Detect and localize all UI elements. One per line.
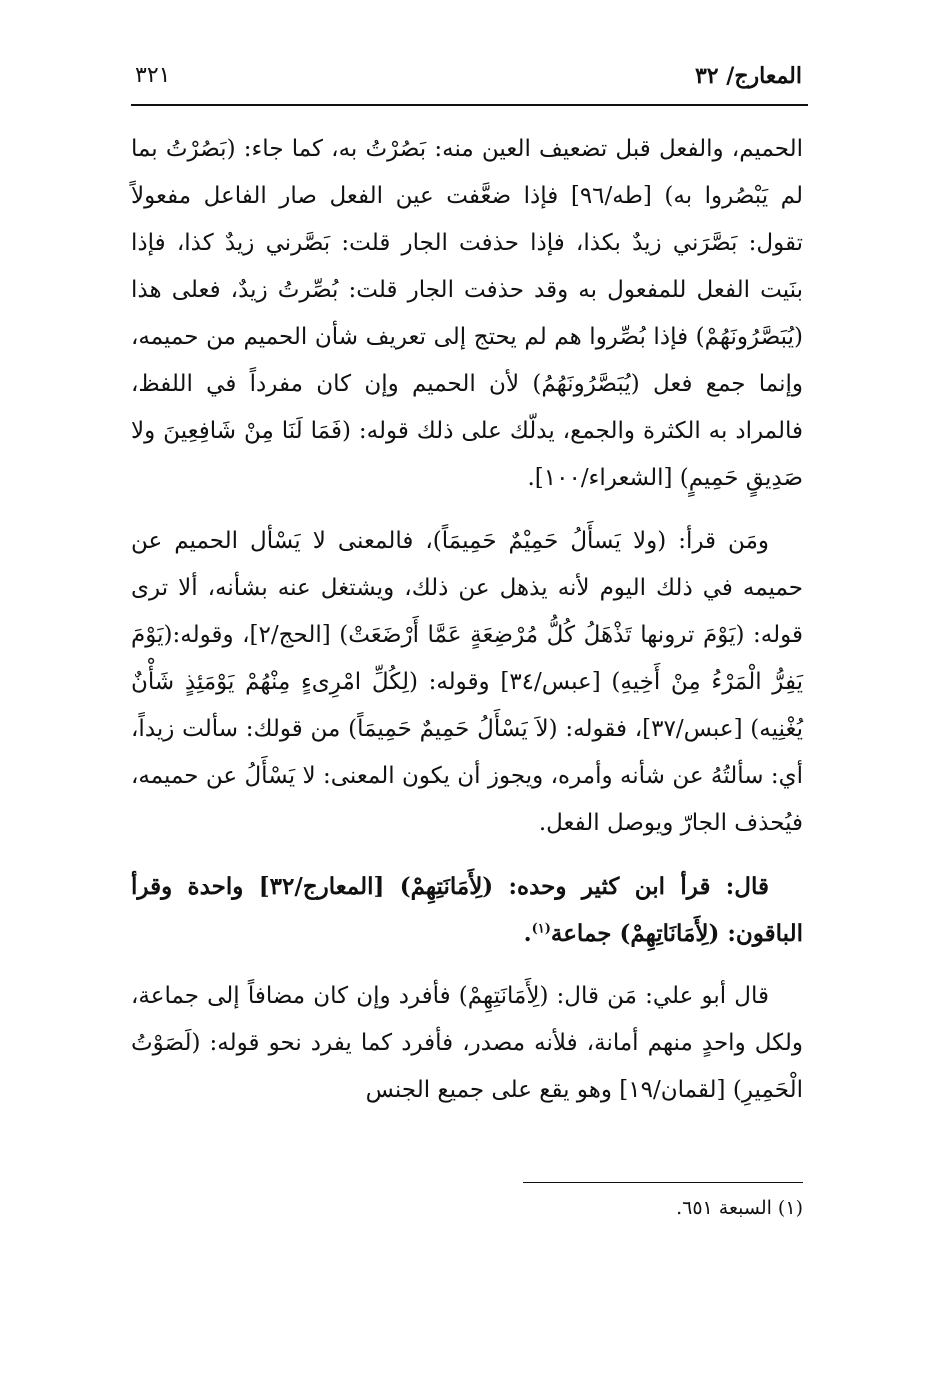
- page-number: ٣٢١: [135, 63, 171, 88]
- paragraph-1: الحميم، والفعل قبل تضعيف العين منه: بَصُرْتُ به، كما جاء: (بَصُرْتُ بما لم يَبْصُروا به) [طه/٩٦] فإذا ضعَّفت عين الفعل صار الفاعل مفعولاً تقول: بَصَّرَني زيدٌ بكذا، فإذا حذفت الجار قلت: بَصَّرني زيدٌ كذا، فإذا بنَيت الفعل للمفعول به وقد حذفت الجار قلت: بُصِّرتُ زيدٌ، فعلى هذا (يُبَصَّرُونَهُمْ) فإذا بُصِّروا هم لم يحتج إلى تعريف شأن الحميم من حميمه، وإنما جمع فعل (يُبَصَّرُونَهُمُ) لأن الحميم وإن كان مفرداً في اللفظ، فالمراد به الكثرة والجمع، يدلّك على ذلك قوله: (فَمَا لَنَا مِنْ شَافِعِينَ ولا صَدِيقٍ حَمِيمٍ) [الشعراء/١٠٠].: [131, 136, 803, 491]
- footnote: (١) السبعة ٦٥١.: [676, 1197, 803, 1219]
- running-title: المعارج/ ٣٢: [694, 63, 802, 89]
- footnote-divider: [523, 1182, 803, 1183]
- paragraph-3-text: قال: قرأ ابن كثير وحده: (لِأَمَانَتِهِمْ) [المعارج/٣٢] واحدة وقرأ الباقون: (لِأَمَانَاتِهِمْ) جماعة: [131, 873, 803, 947]
- paragraph-4: قال أبو علي: مَن قال: (لِأَمَانَتِهِمْ) فأفرد وإن كان مضافاً إلى جماعة، ولكل واحدٍ منهم أمانة، فلأنه مصدر، فأفرد كما يفرد نحو قوله: (لَصَوْتُ الْحَمِيرِ) [لقمان/١٩] وهو يقع على جميع الجنس: [131, 983, 803, 1103]
- paragraph-3-tail: .: [523, 920, 532, 947]
- paragraph-2: ومَن قرأ: (ولا يَسأَلُ حَمِيْمٌ حَمِيمَاً)، فالمعنى لا يَسْأل الحميم عن حميمه في ذلك اليوم لأنه يذهل عن ذلك، ويشتغل عنه بشأنه، ألا ترى قوله: (يَوْمَ ترونها تَذْهَلُ كُلُّ مُرْضِعَةٍ عَمَّا أَرْضَعَتْ) [الحج/٢]، وقوله:(يَوْمَ يَفِرُّ الْمَرْءُ مِنْ أَخِيهِ) [عبس/٣٤] وقوله: (لِكُلِّ امْرِىءٍ مِنْهُمْ يَوْمَئِذٍ شَأْنٌ يُغْنِيه) [عبس/٣٧]، فقوله: (لاَ يَسْأَلُ حَمِيمٌ حَمِيمَاً) من قولك: سألت زيداً، أي: سألتُهُ عن شأنه وأمره، ويجوز أن يكون المعنى: لا يَسْأَلُ عن حميمه، فيُحذف الجارّ ويوصل الفعل.: [131, 528, 804, 836]
- page-header: [135, 56, 802, 96]
- footnote-reference: (١): [531, 921, 551, 937]
- main-text: [131, 126, 803, 1114]
- header-divider: [131, 104, 808, 106]
- paragraph-3: [131, 863, 803, 957]
